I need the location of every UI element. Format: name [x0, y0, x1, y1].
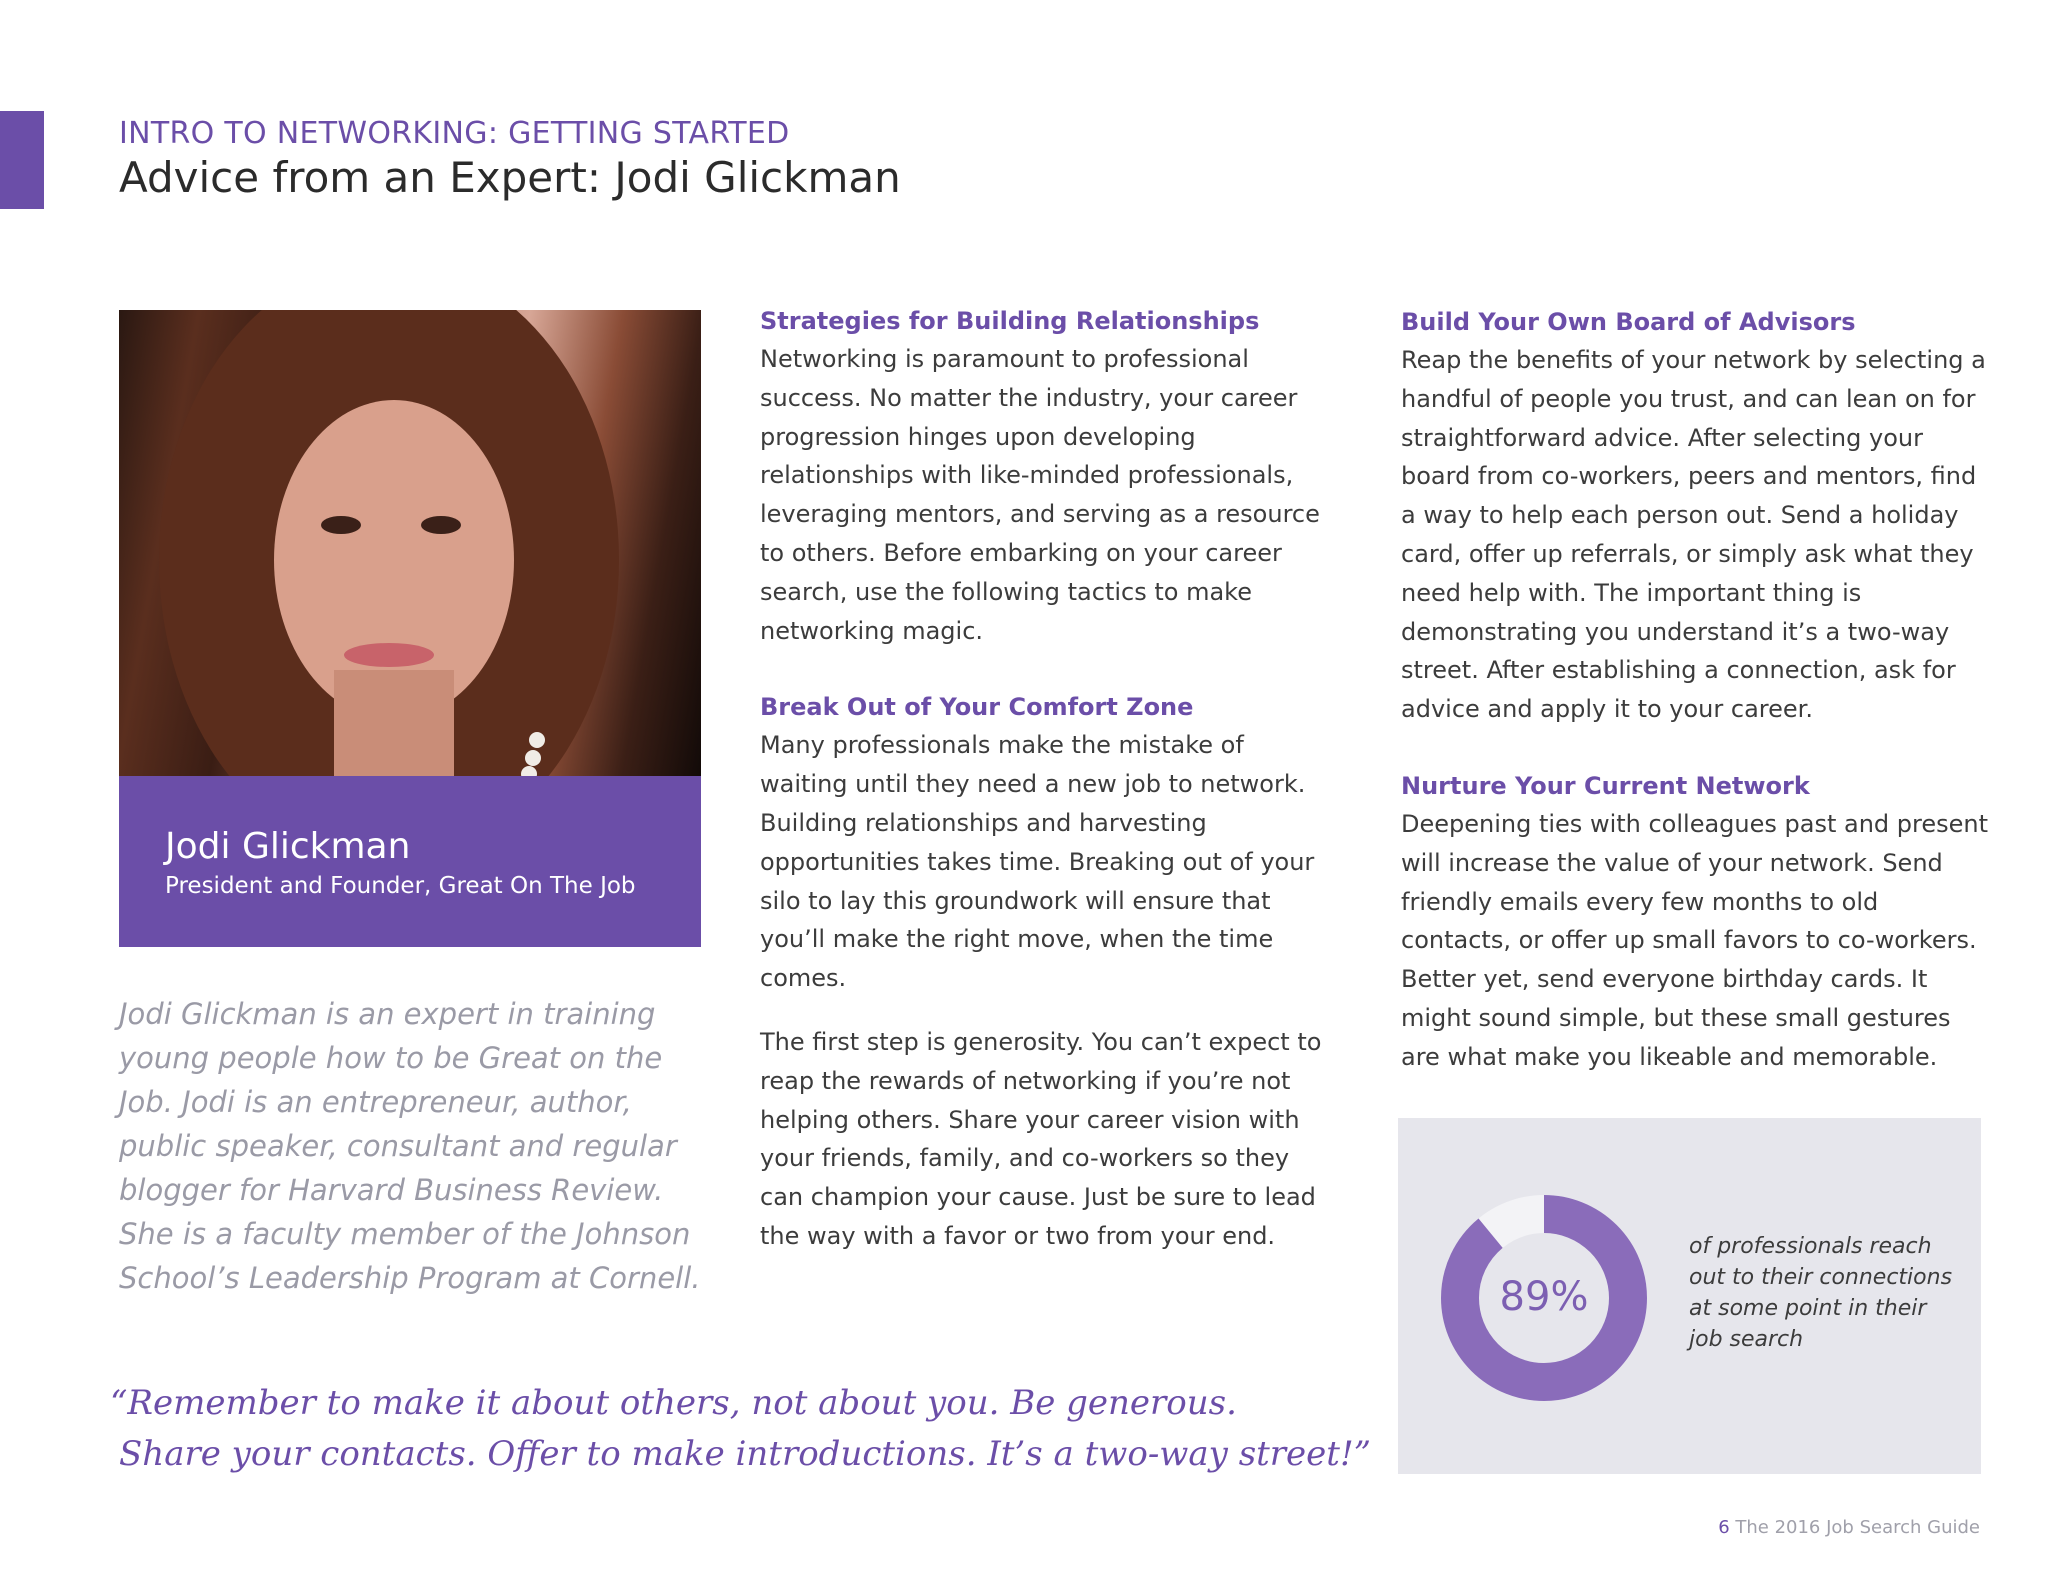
accent-bar	[0, 111, 44, 209]
profile-name: Jodi Glickman	[165, 826, 411, 867]
section-heading-strategies: Strategies for Building Relationships	[760, 307, 1260, 335]
stat-caption: of professionals reach out to their connections at some point in their job search	[1689, 1234, 1953, 1352]
donut-percent-label: 89%	[1499, 1274, 1589, 1320]
section-body-generosity: The first step is generosity. You can’t expect to reap the rewards of networking if you’re not helping others. Share your career vision with your friends, family, and co-workers so they can champion your cause. Just be sure to lead the way with a favor or two from your end.	[760, 1027, 1322, 1250]
section-heading-comfort-zone: Break Out of Your Comfort Zone	[760, 693, 1194, 722]
section-label: INTRO TO NETWORKING: GETTING STARTED	[119, 116, 790, 151]
name-card	[119, 776, 701, 947]
section-body-comfort-zone: Many professionals make the mistake of waiting until they need a new job to network. Building relationships and harvesting opportunities takes time. Breaking out of your silo to lay this groundwork will ensure that you’ll make the right move, when the time comes.	[760, 731, 1315, 993]
pull-quote	[110, 1378, 1371, 1480]
portrait-photo	[119, 310, 701, 776]
middle-column	[760, 302, 1330, 1256]
profile-role: President and Founder, Great On The Job	[165, 873, 636, 899]
page-number: 6	[1718, 1517, 1730, 1538]
quote-line-1: Remember to make it about others, not about you. Be generous.	[127, 1383, 1237, 1423]
section-body-nurture: Deepening ties with colleagues past and present will increase the value of your network. Send friendly emails every few months to old contacts, or offer up small favors to co-workers. Better yet, send everyone birthday cards. It might sound simple, but these small gestures are what make you likeable and memorable.	[1401, 809, 1989, 1071]
footer-guide-title: The 2016 Job Search Guide	[1735, 1517, 1980, 1538]
section-body-strategies: Networking is paramount to professional success. No matter the industry, your career progression hinges upon developing relationships with like-minded professionals, leveraging mentors, and serving as a resource to others. Before embarking on your career search, use the following tactics to make networking magic.	[760, 345, 1320, 645]
profile-bio: Jodi Glickman is an expert in training young people how to be Great on the Job. Jodi is an entrepreneur, author, public speaker, consultant and regular blogger for Harvard Business Review. She is a faculty member of the Johnson School’s Leadership Program at Cornell.	[119, 997, 701, 1295]
quote-close-mark: ”	[1353, 1434, 1372, 1474]
portrait-illustration	[119, 310, 701, 776]
page-title: Advice from an Expert: Jodi Glickman	[119, 153, 901, 202]
section-body-board: Reap the benefits of your network by selecting a handful of people you trust, and can lean on for straightforward advice. After selecting your board from co-workers, peers and mentors, find a way to help each person out. Send a holiday card, offer up referrals, or simply ask what they need help with. The important thing is demonstrating you understand it’s a two-way street. After establishing a connection, ask for advice and apply it to your career.	[1401, 346, 1986, 724]
quote-line-2: Share your contacts. Offer to make introductions. It’s a two-way street!	[119, 1434, 1354, 1474]
quote-open-mark: “	[110, 1383, 128, 1423]
section-heading-nurture: Nurture Your Current Network	[1401, 771, 1810, 800]
section-heading-board: Build Your Own Board of Advisors	[1401, 308, 1856, 336]
donut-chart	[1440, 1194, 1648, 1402]
stat-callout	[1398, 1118, 1981, 1474]
right-column	[1401, 303, 1991, 1077]
page-footer	[1718, 1517, 1980, 1538]
